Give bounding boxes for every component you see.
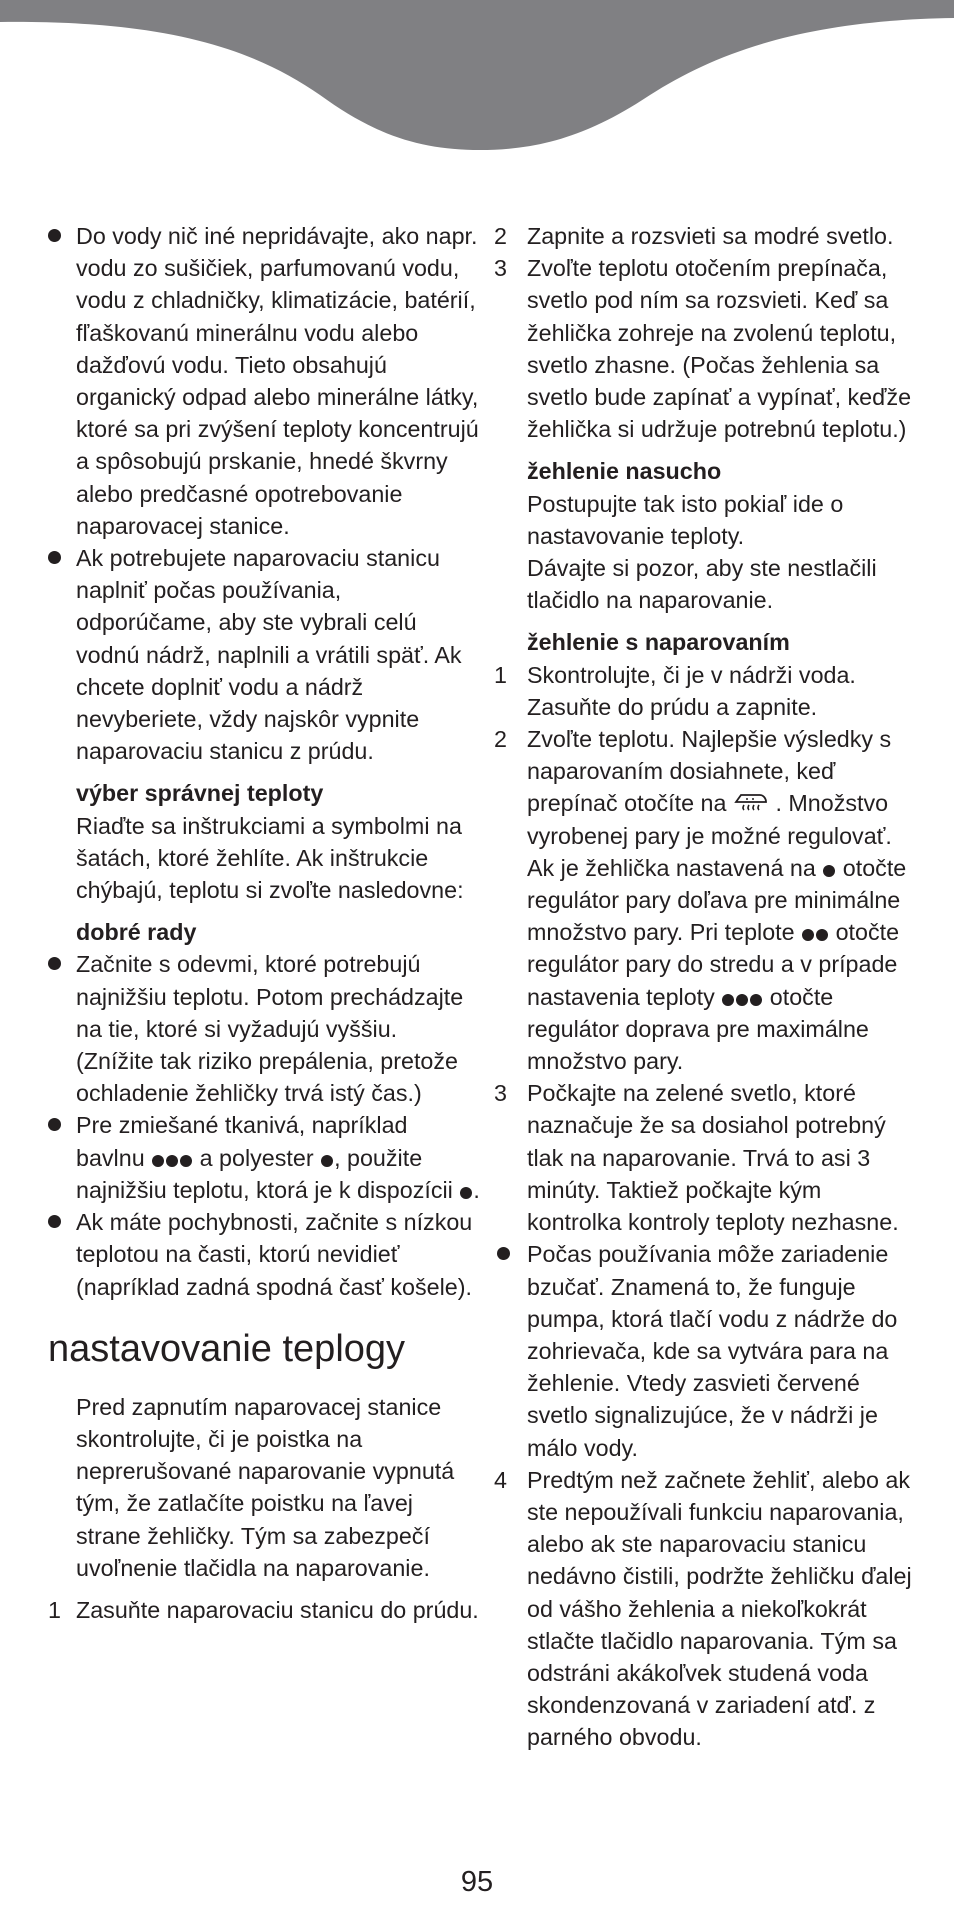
buzz-note: Počas používania môže zariadenie bzučať. Znamená to, že funguje pumpa, ktorá tlačí vodu z nádrže do zohrievača, kde sa vytvára para na žehlenie. Vtedy zasvieti červené svetlo signalizujúce, že v nádrži je málo vody.	[527, 1241, 898, 1461]
step-number: 2	[494, 223, 507, 249]
bullet-icon	[497, 1247, 510, 1260]
step-text: Počkajte na zelené svetlo, ktoré naznačuje že sa dosiahol potrebný tlak na naparovanie. Trvá to asi 3 minúty. Taktiež počkajte kým kontrolka kontroly teploty nezhasne.	[527, 1080, 899, 1236]
intro-paragraph: Pred zapnutím naparovacej stanice skontrolujte, či je poistka na neprerušované naparovanie vypnutá tým, že zatlačíte poistku na ľavej strane žehličky. Tým sa zabezpečí uvoľnenie tlačidla na naparovanie.	[76, 1393, 455, 1581]
three-dot-temperature-icon	[151, 1142, 193, 1174]
step-text: . Množstvo vyrobenej pary je možné regulovať. Ak je žehlička nastavená na	[527, 790, 892, 881]
section-title: nastavovanie teplogy	[48, 1327, 406, 1370]
page-number: 95	[460, 1866, 494, 1898]
step-number: 1	[494, 661, 507, 688]
step-number: 4	[494, 1466, 507, 1493]
tip-text: Ak máte pochybnosti, začnite s nízkou teplotou na časti, ktorú nevidieť (napríklad zadná spodná časť košele).	[76, 1209, 473, 1300]
step-text: Predtým než začnete žehliť, alebo ak ste nepoužívali funkciu naparovania, alebo ak ste naparovaciu stanicu nedávno čistili, podržte žehličku ďalej od vášho žehlenia a niekoľkokrát stlačte tlačidlo naparovania. Tým sa odstráni akákoľvek studená voda skondenzovaná v zariadení atď. z parného obvodu.	[527, 1466, 912, 1751]
bullet-icon	[48, 229, 61, 242]
numbered-step	[494, 659, 916, 723]
refill-advice: Ak potrebujete naparovaciu stanicu naplniť počas používania, odporúčame, aby ste vybrali celú vodnú nádrž, naplnili a vrátili späť. Ak chcete doplniť vodu a nádrž nevyberiete, vždy najskôr vypnite naparovaciu stanicu z prúdu.	[76, 545, 462, 765]
list-item	[48, 542, 480, 767]
tip-text: a polyester	[199, 1144, 314, 1171]
two-dot-temperature-icon	[801, 916, 829, 948]
numbered-step	[494, 723, 916, 1077]
numbered-step	[494, 1464, 916, 1754]
list-item	[48, 220, 480, 542]
steam-symbol-icon	[733, 790, 769, 816]
warning-no-additives: Do vody nič iné nepridávajte, ako napr. vodu zo sušičiek, parfumovanú vodu, vodu z chladničky, klimatizácie, batérií, fľaškovanú minerálnu vodu alebo dažďovú vodu. Tieto obsahujú organický odpad alebo minerálne látky, ktoré sa pri zvýšení teploty koncentrujú a spôsobujú prskanie, hnedé škvrny alebo predčasné opotrebovanie naparovacej stanice.	[76, 223, 479, 539]
dry-ironing-heading: žehlenie nasucho	[527, 458, 722, 485]
tip-text: , použite najnižšiu teplotu, ktorá je k dispozícii	[76, 1144, 453, 1203]
step-number: 2	[494, 726, 507, 753]
left-column	[48, 220, 480, 1626]
step-number: 1	[48, 1596, 61, 1623]
list-item	[494, 1238, 916, 1463]
tip-text: Pre zmiešané tkanivá, napríklad bavlnu	[76, 1112, 408, 1171]
three-dot-temperature-icon	[721, 981, 763, 1013]
bullet-icon	[48, 551, 61, 564]
step-text: otočte regulátor doprava pre maximálne množstvo pary.	[527, 983, 869, 1075]
step-text: Zasuňte naparovaciu stanicu do prúdu.	[76, 1596, 479, 1623]
step-text: Zvoľte teplotu. Najlepšie výsledky s naparovaním dosiahnete, keď prepínač otočíte na	[527, 726, 892, 817]
numbered-step	[494, 1077, 916, 1238]
numbered-step	[494, 252, 916, 445]
list-item	[48, 1206, 480, 1303]
temperature-text: Riaďte sa inštrukciami a symbolmi na šatách, ktoré žehlíte. Ak inštrukcie chýbajú, teplotu si zvoľte nasledovne:	[76, 812, 464, 904]
dry-ironing-text: Dávajte si pozor, aby ste nestlačili tlačidlo na naparovanie.	[527, 555, 877, 614]
one-dot-temperature-icon	[822, 852, 836, 884]
list-item	[48, 948, 480, 1109]
list-item	[48, 1109, 480, 1206]
step-text: Zvoľte teplotu otočením prepínača, svetlo pod ním sa rozsvieti. Keď sa žehlička zohreje na zvolenú teplotu, svetlo zhasne. (Počas žehlenia sa svetlo bude zapínať a vypínať, keďže žehlička si udržuje potrebnú teplotu.)	[527, 255, 912, 443]
step-number: 3	[494, 255, 507, 282]
step-text: otočte regulátor pary doľava pre minimálne množstvo pary. Pri teplote	[527, 854, 907, 946]
bullet-icon	[48, 957, 61, 970]
step-text: otočte regulátor pary do stredu a v prípade nastavenia teploty	[527, 919, 900, 1010]
step-text: Skontrolujte, či je v nádrži voda. Zasuňte do prúdu a zapnite.	[527, 661, 856, 720]
step-text: Zapnite a rozsvieti sa modré svetlo.	[527, 223, 894, 249]
bullet-icon	[48, 1118, 61, 1131]
tip-text: Začnite s odevmi, ktoré potrebujú najnižšiu teplotu. Potom prechádzajte na tie, ktoré si vyžadujú vyššiu. (Znížite tak riziko prepálenia, pretože ochladenie žehličky trvá istý čas.)	[76, 951, 464, 1107]
bullet-icon	[48, 1215, 61, 1228]
header-wave-band	[0, 0, 954, 160]
temperature-heading: výber správnej teploty	[76, 780, 324, 807]
step-number: 3	[494, 1080, 507, 1107]
numbered-step	[494, 220, 916, 252]
one-dot-temperature-icon	[459, 1174, 473, 1206]
numbered-step	[48, 1594, 480, 1626]
right-column	[494, 220, 916, 1754]
tips-heading: dobré rady	[76, 919, 197, 946]
dry-ironing-text: Postupujte tak isto pokiaľ ide o nastavovanie teploty.	[527, 490, 844, 549]
steam-ironing-heading: žehlenie s naparovaním	[527, 629, 790, 656]
one-dot-temperature-icon	[320, 1142, 334, 1174]
tip-text: .	[473, 1176, 480, 1203]
